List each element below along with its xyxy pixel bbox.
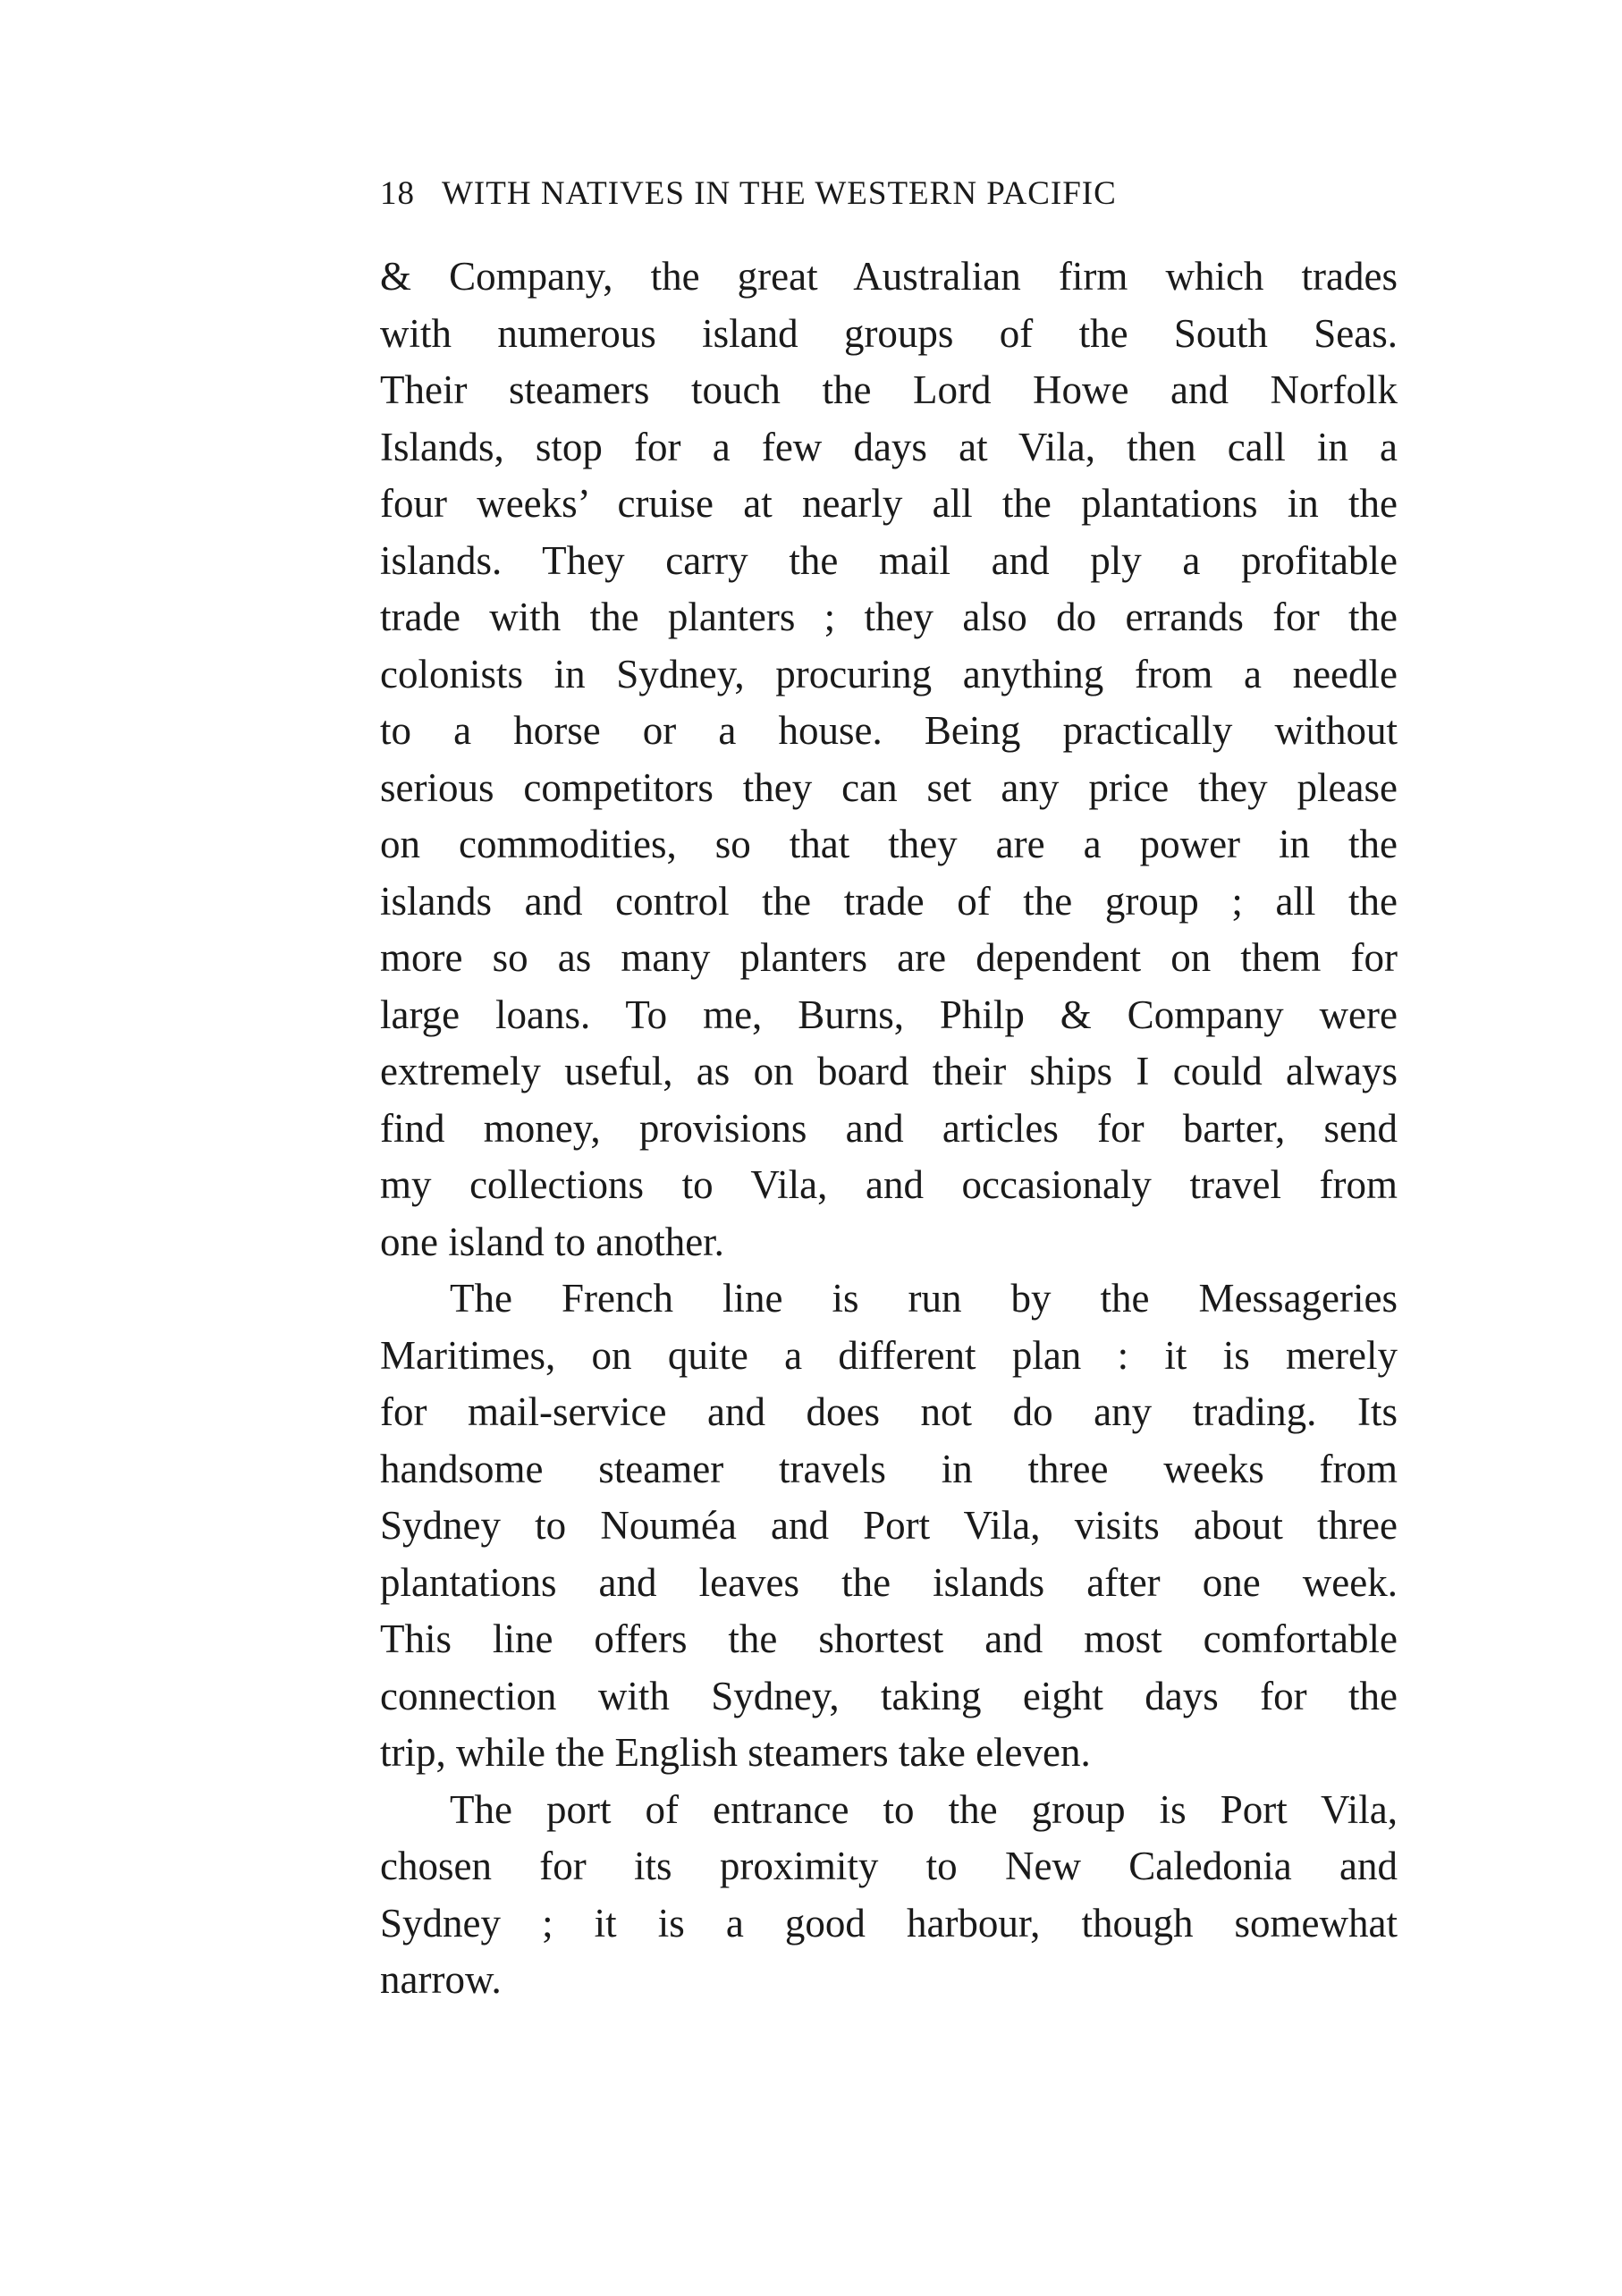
text-line: more so as many planters are dependent on them for	[380, 935, 1398, 980]
page-body-text	[380, 249, 1398, 2009]
page-number: 18	[380, 175, 415, 212]
text-line: The French line is run by the Messageries	[450, 1276, 1398, 1321]
text-line: Sydney ; it is a good harbour, though somewhat	[380, 1900, 1398, 1946]
text-line: islands and control the trade of the group ; all the	[380, 878, 1398, 924]
text-line: colonists in Sydney, procuring anything from a needle	[380, 651, 1398, 696]
running-header	[380, 174, 1398, 213]
text-line: my collections to Vila, and occasionaly travel from	[380, 1162, 1398, 1207]
text-line: one island to another.	[380, 1219, 724, 1264]
text-line: Islands, stop for a few days at Vila, then call in a	[380, 424, 1398, 469]
paragraph	[380, 1782, 1398, 2009]
text-line: trip, while the English steamers take eleven.	[380, 1730, 1091, 1775]
text-line: Sydney to Nouméa and Port Vila, visits about three	[380, 1503, 1398, 1548]
text-line: narrow.	[380, 1957, 502, 2002]
text-line: trade with the planters ; they also do errands for the	[380, 595, 1398, 639]
text-line: with numerous island groups of the South Seas.	[380, 310, 1398, 356]
text-line: find money, provisions and articles for barter, send	[380, 1105, 1398, 1151]
paragraph	[380, 1270, 1398, 1782]
text-line: for mail-service and does not do any trading. Its	[380, 1389, 1398, 1434]
paragraph	[380, 249, 1398, 1270]
text-line: islands. They carry the mail and ply a profitable	[380, 537, 1398, 583]
text-line: serious competitors they can set any price they please	[380, 764, 1398, 810]
text-line: large loans. To me, Burns, Philp & Company were	[380, 992, 1398, 1037]
text-line: plantations and leaves the islands after one week.	[380, 1559, 1398, 1605]
text-line: This line offers the shortest and most comfortable	[380, 1616, 1398, 1661]
text-line: Their steamers touch the Lord Howe and Norfolk	[380, 367, 1398, 412]
text-line: & Company, the great Australian firm which trades	[380, 254, 1398, 299]
text-line: Maritimes, on quite a different plan : it is merely	[380, 1332, 1398, 1378]
text-line: connection with Sydney, taking eight days for the	[380, 1673, 1398, 1718]
text-line: four weeks’ cruise at nearly all the plantations in the	[380, 481, 1398, 526]
text-line: to a horse or a house. Being practically without	[380, 708, 1398, 753]
text-line: The port of entrance to the group is Port Vila,	[450, 1786, 1398, 1832]
text-line: on commodities, so that they are a power in the	[380, 822, 1398, 866]
running-title: WITH NATIVES IN THE WESTERN PACIFIC	[442, 175, 1117, 212]
text-line: extremely useful, as on board their ships I could always	[380, 1049, 1398, 1093]
text-line: chosen for its proximity to New Caledonia and	[380, 1844, 1398, 1888]
text-line: handsome steamer travels in three weeks from	[380, 1446, 1398, 1491]
